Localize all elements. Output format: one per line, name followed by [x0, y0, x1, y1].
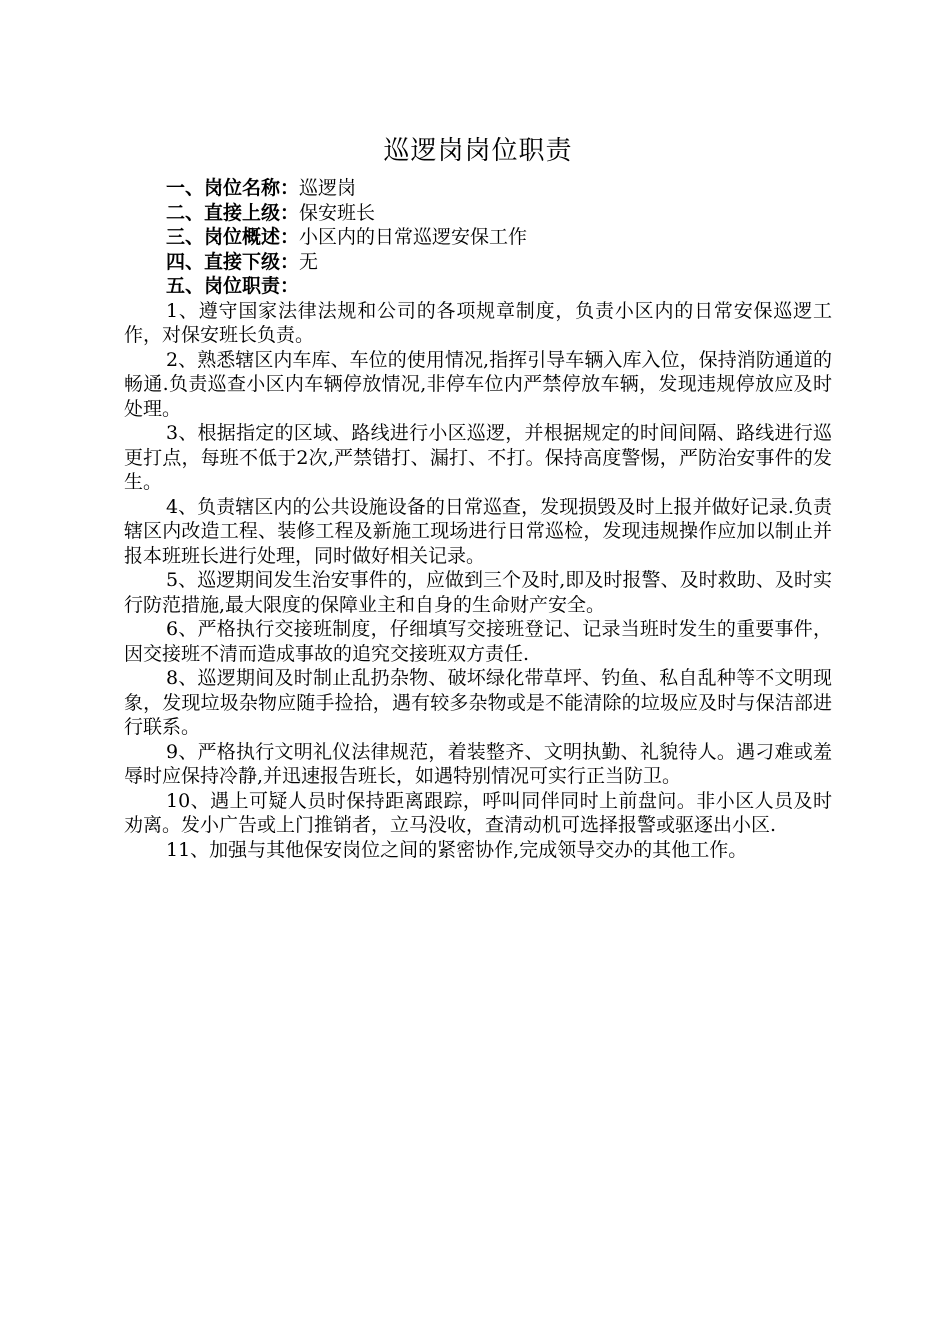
duty-item: 11、加强与其他保安岗位之间的紧密协作,完成领导交办的其他工作。 [166, 838, 748, 861]
field-label: 二、直接上级： [166, 201, 300, 224]
duty-item: 10、遇上可疑人员时保持距离跟踪，呼叫同伴同时上前盘问。非小区人员及时劝离。发小广告或上门推销者，立马没收，查清动机可选择报警或驱逐出小区. [124, 789, 832, 836]
field-responsibilities [124, 274, 832, 299]
field-label: 三、岗位概述： [166, 226, 300, 248]
document-page [124, 132, 832, 862]
document-title: 巡逻岗岗位职责 [383, 136, 573, 166]
field-value: 保安班长 [299, 201, 376, 224]
field-label: 四、直接下级： [166, 250, 300, 273]
field-position-name [124, 176, 832, 201]
duty-item: 4、负责辖区内的公共设施设备的日常巡查，发现损毁及时上报并做好记录.负责辖区内改造工程、装修工程及新施工现场进行日常巡检，发现违规操作应加以制止并报本班班长进行处理，同时做好相关记录。 [124, 495, 832, 567]
field-direct-subordinate [124, 250, 832, 275]
field-position-overview [124, 225, 832, 250]
field-value: 巡逻岗 [299, 177, 357, 199]
duty-item: 1、遵守国家法律法规和公司的各项规章制度，负责小区内的日常安保巡逻工作，对保安班长负责。 [124, 299, 832, 346]
duty-item: 2、熟悉辖区内车库、车位的使用情况,指挥引导车辆入库入位，保持消防通道的畅通.负责巡查小区内车辆停放情况,非停车位内严禁停放车辆，发现违规停放应及时处理。 [124, 348, 832, 420]
duties-list [124, 299, 832, 863]
field-direct-superior [124, 201, 832, 226]
duty-item: 9、严格执行文明礼仪法律规范，着装整齐、文明执勤、礼貌待人。遇刁难或羞辱时应保持冷静,并迅速报告班长，如遇特别情况可实行正当防卫。 [124, 740, 832, 787]
field-label: 五、岗位职责： [166, 275, 300, 297]
duty-item: 8、巡逻期间及时制止乱扔杂物、破坏绿化带草坪、钓鱼、私自乱种等不文明现象，发现垃圾杂物应随手捡拾，遇有较多杂物或是不能清除的垃圾应及时与保洁部进行联系。 [124, 667, 832, 738]
duty-item: 5、巡逻期间发生治安事件的，应做到三个及时,即及时报警、及时救助、及时实行防范措施,最大限度的保障业主和自身的生命财产安全。 [124, 569, 832, 616]
duty-item: 6、严格执行交接班制度，仔细填写交接班登记、记录当班时发生的重要事件，因交接班不清而造成事故的追究交接班双方责任. [124, 618, 832, 665]
duty-item: 3、根据指定的区域、路线进行小区巡逻，并根据规定的时间间隔、路线进行巡更打点，每班不低于2次,严禁错打、漏打、不打。保持高度警惕，严防治安事件的发生。 [124, 422, 832, 493]
field-value: 无 [299, 250, 319, 273]
field-label: 一、岗位名称： [166, 177, 300, 199]
job-info-fields [124, 176, 832, 299]
field-value: 小区内的日常巡逻安保工作 [299, 226, 528, 248]
